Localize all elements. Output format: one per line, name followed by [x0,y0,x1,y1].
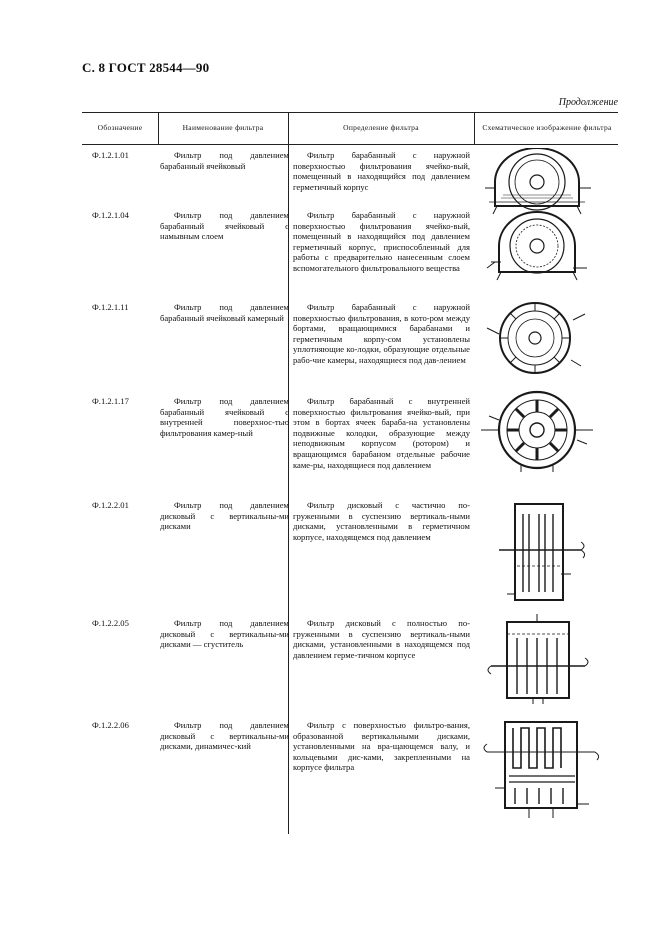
continuation-label: Продолжение [558,97,618,108]
filter-name: Фильтр под давлением дисковый с вертикальны-ми дисками — сгуститель [160,618,289,650]
column-header-code: Обозначение [97,122,143,132]
column-header-diagram: Схематическое изображение фильтра [482,122,612,132]
filter-code: Ф.1.2.2.01 [92,500,129,510]
filter-name: Фильтр под давлением дисковый с вертикальны-ми дисками [160,500,289,532]
filter-name: Фильтр под давлением барабанный ячейковый с внутренней поверхнос-тью фильтрования камер-ный [160,396,289,438]
filter-code: Ф.1.2.1.11 [92,302,129,312]
internal-drum-filter-diagram [477,386,618,478]
table-header-rule [82,144,618,145]
dynamic-disc-filter-diagram [477,718,618,822]
filter-code: Ф.1.2.1.01 [92,150,129,160]
drum-chamber-filter-diagram [477,298,618,378]
filter-code: Ф.1.2.1.04 [92,210,129,220]
column-header-definition: Определение фильтра [343,122,419,132]
column-divider [474,112,475,144]
filter-code: Ф.1.2.2.06 [92,720,129,730]
filter-definition: Фильтр дисковый с полностью по-груженными в суспензию вертикаль-ными дисками, установленными в находящемся под давлением герме-тичном корпусе [293,618,470,660]
filter-code: Ф.1.2.2.05 [92,618,129,628]
drum-precoat-filter-diagram [477,210,618,284]
filter-name: Фильтр под давлением дисковый с вертикальны-ми дисками, динамичес-кий [160,720,289,752]
column-header-name: Наименование фильтра [182,122,264,132]
filter-definition: Фильтр дисковый с частично по-груженными в суспензию вертикаль-ными дисками, установленными в герметичном корпусе, находящемся под давлением [293,500,470,542]
disc-thickener-diagram [477,614,618,706]
filter-name: Фильтр под давлением барабанный ячейковый камерный [160,302,289,323]
disc-filter-diagram [477,500,618,604]
filter-name: Фильтр под давлением барабанный ячейковый [160,150,289,171]
filter-definition: Фильтр барабанный с наружной поверхностью фильтрования ячейко-вый, помещенный в находящийся под давлением герметичный корпус, приспособленный для работы с предварительно нанесенным слоем вспомогательного фильтровального вещества [293,210,470,273]
filter-definition: Фильтр барабанный с наружной поверхностью фильтрования, в кото-ром между бортами, вращающимися барабанами и герметичным корпу-сом установлены уплотняющие ко-лодки, образующие отдельные рабо-чие камеры, находящиеся под дав-лением [293,302,470,365]
filter-name: Фильтр под давлением барабанный ячейковый с намывным слоем [160,210,289,242]
filter-definition: Фильтр барабанный с наружной поверхностью фильтрования ячейко-вый, помещенный в находящийся под давлением герметичный корпус [293,150,470,192]
filter-code: Ф.1.2.1.17 [92,396,129,406]
filter-definition: Фильтр с поверхностью фильтро-вания, образованной вертикальными дисками, установленными на вра-щающемся валу, и кольцевыми дис-ками, закрепленными на корпусе фильтра [293,720,470,773]
page-title: С. 8 ГОСТ 28544—90 [82,60,210,75]
filter-definition: Фильтр барабанный с внутренней поверхностью фильтрования ячейко-вый, при этом в бортах ячеек бараба-на установлены подвижные колодки, образующие между неподвижным корпусом (ротором) и вращающимся барабаном отдельные рабочие каме-ры, находящиеся под давлением [293,396,470,470]
